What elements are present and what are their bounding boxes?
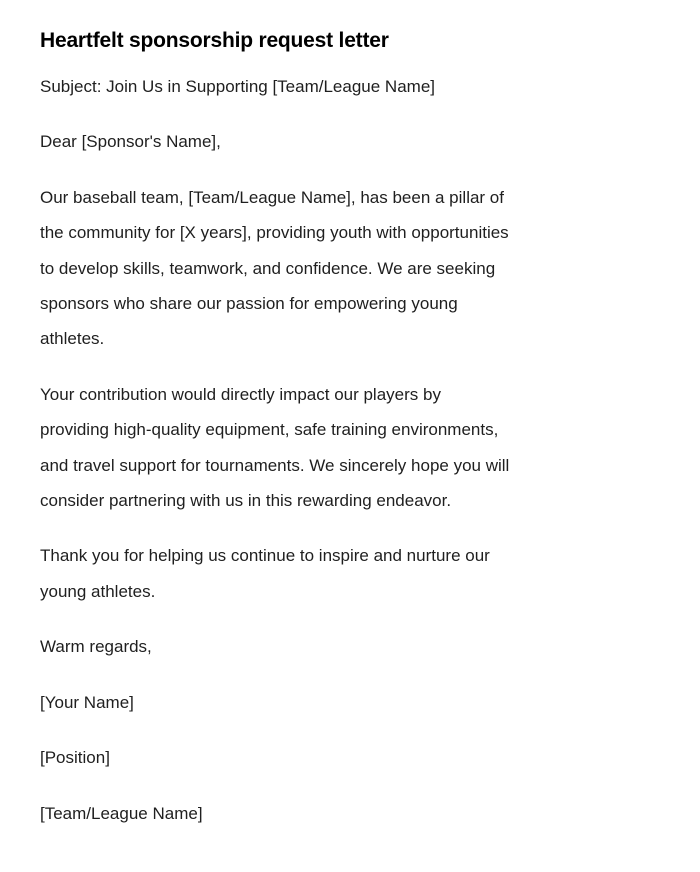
- text-line: athletes.: [40, 329, 105, 349]
- text-line: Dear [Sponsor's Name],: [40, 132, 221, 152]
- text-line: to develop skills, teamwork, and confidence. We are seeking: [40, 258, 496, 278]
- signature-position-paragraph: [40, 740, 640, 775]
- signature-name-paragraph: [40, 685, 640, 720]
- body-paragraph-1: [40, 180, 640, 357]
- text-line: Your contribution would directly impact our players by: [40, 384, 441, 404]
- body-paragraph-3: [40, 538, 640, 609]
- text-line: [Your Name]: [40, 692, 134, 712]
- text-line: [Team/League Name]: [40, 803, 203, 823]
- page-title: Heartfelt sponsorship request letter: [40, 29, 389, 52]
- signature-team-paragraph: [40, 796, 640, 831]
- text-line: Subject: Join Us in Supporting [Team/League Name]: [40, 77, 436, 96]
- text-line: providing high-quality equipment, safe training environments,: [40, 420, 499, 440]
- text-line: Warm regards,: [40, 637, 152, 657]
- text-line: [Position]: [40, 748, 110, 768]
- subject-line-paragraph: [40, 69, 640, 104]
- body-paragraph-2: [40, 377, 640, 519]
- text-line: Our baseball team, [Team/League Name], has been a pillar of: [40, 187, 504, 207]
- closing-paragraph: [40, 629, 640, 664]
- text-line: sponsors who share our passion for empowering young: [40, 294, 458, 314]
- text-line: consider partnering with us in this rewarding endeavor.: [40, 491, 452, 511]
- text-line: Thank you for helping us continue to inspire and nurture our: [40, 546, 490, 566]
- salutation-paragraph: [40, 124, 640, 159]
- text-line: young athletes.: [40, 581, 156, 601]
- text-line: the community for [X years], providing youth with opportunities: [40, 223, 509, 243]
- text-line: and travel support for tournaments. We sincerely hope you will: [40, 455, 510, 475]
